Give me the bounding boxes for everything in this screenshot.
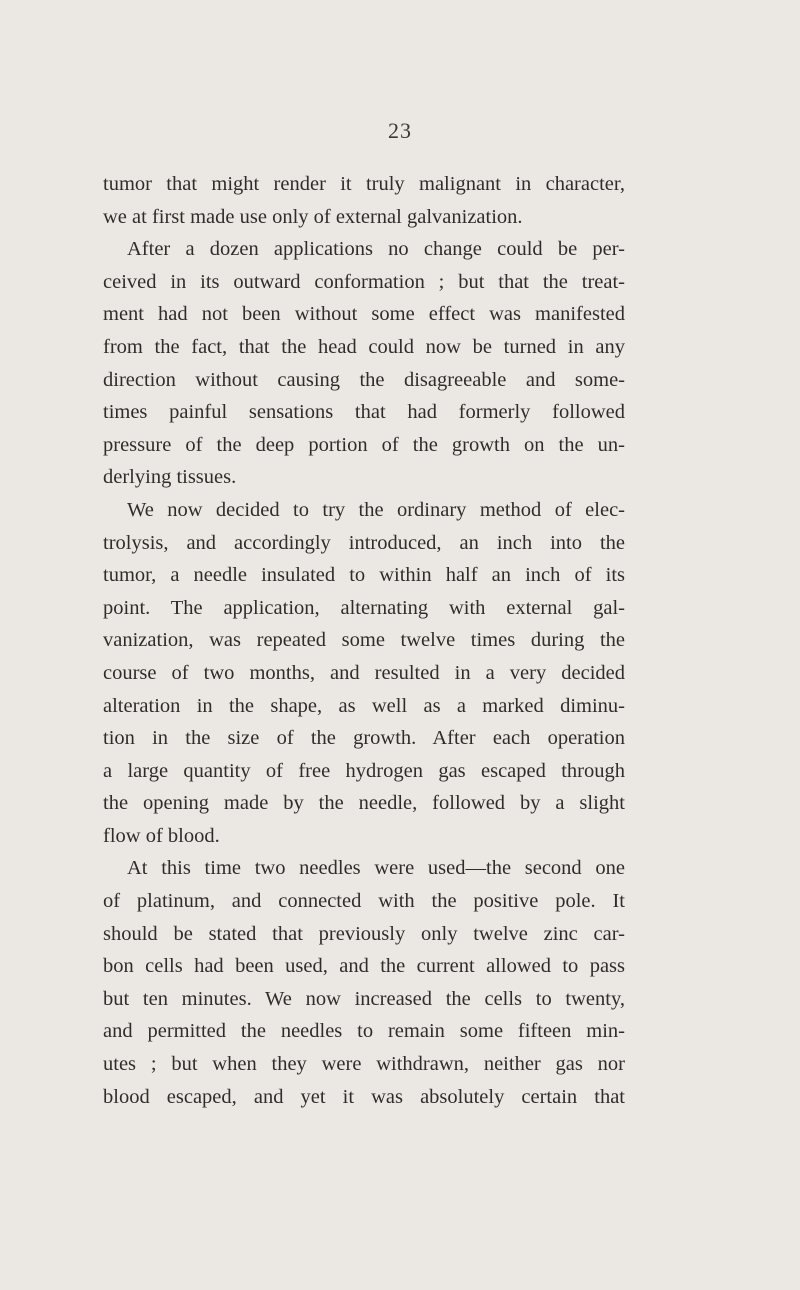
text-line: should be stated that previously only twelve zinc car- (103, 922, 625, 945)
text-line: tumor, a needle insulated to within half an inch of its (103, 564, 625, 587)
text-line: of platinum, and connected with the positive pole. It (103, 890, 625, 913)
text-line: After a dozen applications no change could be per- (127, 238, 625, 261)
text-line: tumor that might render it truly malignant in character, (103, 173, 625, 195)
text-line: flow of blood. (103, 824, 220, 847)
text-line: alteration in the shape, as well as a marked diminu- (103, 694, 625, 717)
text-line: utes ; but when they were withdrawn, neither gas nor (103, 1053, 625, 1076)
text-line: and permitted the needles to remain some fifteen min- (103, 1020, 625, 1043)
text-line: a large quantity of free hydrogen gas escaped through (103, 759, 625, 782)
text-line: trolysis, and accordingly introduced, an inch into the (103, 531, 625, 554)
text-line: At this time two needles were used—the second one (127, 857, 625, 880)
text-line: direction without causing the disagreeable and some- (103, 368, 625, 391)
text-line: bon cells had been used, and the current allowed to pass (103, 955, 625, 978)
text-line: point. The application, alternating with external gal- (103, 596, 625, 619)
text-line: but ten minutes. We now increased the cells to twenty, (103, 987, 625, 1010)
text-line: from the fact, that the head could now be turned in any (103, 335, 625, 358)
text-line: pressure of the deep portion of the growth on the un- (103, 433, 625, 456)
text-line: blood escaped, and yet it was absolutely certain that (103, 1085, 625, 1108)
text-line: We now decided to try the ordinary method of elec- (127, 498, 625, 521)
text-line: we at first made use only of external galvanization. (103, 205, 523, 228)
page-number: 23 (388, 118, 412, 143)
text-line: ment had not been without some effect was manifested (103, 303, 625, 326)
text-line: ceived in its outward conformation ; but that the treat- (103, 270, 625, 293)
text-line: times painful sensations that had formerly followed (103, 401, 625, 424)
body-text (103, 168, 625, 1113)
text-line: the opening made by the needle, followed by a slight (103, 792, 625, 815)
text-line: tion in the size of the growth. After each operation (103, 727, 625, 750)
text-line: vanization, was repeated some twelve times during the (103, 629, 625, 652)
text-line: course of two months, and resulted in a very decided (103, 661, 625, 684)
text-line: derlying tissues. (103, 466, 237, 489)
